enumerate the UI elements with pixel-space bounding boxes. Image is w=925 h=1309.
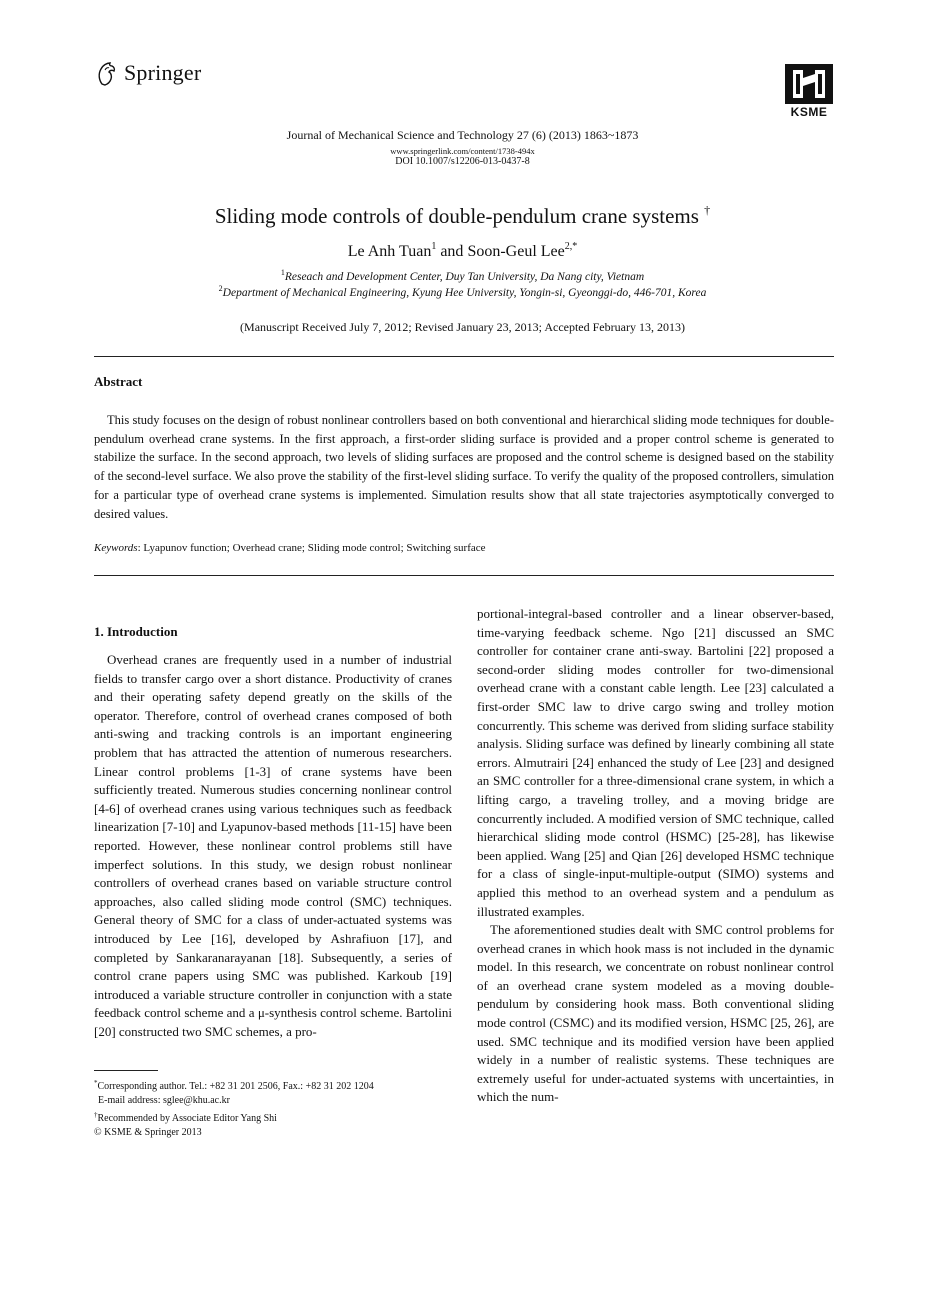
ksme-text: KSME [790, 105, 828, 119]
footnote-editor: †Recommended by Associate Editor Yang Shi [94, 1111, 277, 1124]
footnote-copyright: © KSME & Springer 2013 [94, 1127, 202, 1138]
divider-top [94, 356, 834, 357]
paper-title: Sliding mode controls of double-pendulum crane systems † [214, 203, 711, 228]
author-1: Le Anh Tuan [347, 243, 432, 260]
doi[interactable]: DOI 10.1007/s12206-013-0437-8 [395, 156, 530, 167]
footnotes [94, 1076, 374, 1140]
author-2: Soon-Geul Lee [467, 243, 565, 260]
keywords: Keywords: Lyapunov function; Overhead crane; Sliding mode control; Switching surface [94, 542, 486, 554]
title-dagger: † [704, 203, 711, 217]
abstract-text: This study focuses on the design of robust nonlinear controllers based on both conventional and hierarchical sliding mode techniques for double-pendulum overhead crane systems. In the first approach, a first-order sliding surface is provided and a proper control scheme is generated to stabilize the surface. In the second approach, two levels of sliding surfaces are proposed and the control scheme is designed based on the stability of the second-level surface. We also prove the stability of the first-level sliding surface. To verify the quality of the proposed controllers, simulation for a particular type of overhead crane systems is implemented. Simulation results show that all state trajectories asymptotically converged to desired values. [94, 413, 834, 521]
author-line: Le Anh Tuan$^1$ and Soon-Geul Lee$^{2,*}$ [347, 241, 578, 260]
manuscript-dates: (Manuscript Received July 7, 2012; Revised January 23, 2013; Accepted February 13, 2013) [240, 320, 685, 334]
intro-paragraph-2: The aforementioned studies dealt with SMC control problems for overhead cranes in which hook mass is not included in the dynamic model. In this research, we concentrate on robust nonlinear control of an overhead crane system modeled as a moving double-pendulum by considering hook mass. Both conventional sliding mode control (CSMC) and its modified version, HSMC [25, 26], are used. SMC technique and its modified version have been applied widely in a number of realistic systems. These techniques are extremely useful for under-actuated systems with uncertainties, in which the num- [477, 922, 834, 1105]
footnote-divider [94, 1070, 158, 1071]
section-heading-introduction: 1. Introduction [94, 624, 178, 639]
ksme-emblem-icon [785, 64, 833, 104]
springer-horse-icon [96, 60, 118, 86]
springer-logo [96, 60, 201, 86]
journal-citation: Journal of Mechanical Science and Technology 27 (6) (2013) 1863~1873 [286, 128, 639, 142]
footnote-corresponding: *Corresponding author. Tel.: +82 31 201 2506, Fax.: +82 31 202 1204 [94, 1079, 374, 1092]
column-right [477, 605, 834, 1107]
column-left [94, 651, 452, 1041]
publisher-name: Springer [124, 60, 202, 85]
journal-url[interactable]: www.springerlink.com/content/1738-494x [390, 146, 535, 156]
abstract-heading: Abstract [94, 374, 143, 389]
intro-paragraph-1: Overhead cranes are frequently used in a number of industrial fields to transfer cargo over a short distance. Productivity of cranes and their operating safety depend greatly on the skills of the operator. Therefore, control of overhead cranes composed of both anti-swing and tracking controls is an important engineering problem that has attracted the attention of numerous researchers. Linear control problems [1-3] of crane systems have been sufficiently treated. Numerous studies concerning nonlinear control [4-6] of overhead cranes using various techniques such as feedback linearization [7-10] and Lyapunov-based methods [11-15] have been reported. However, these nonlinear control problems still have imperfect solutions. In this study, we design robust nonlinear controllers of overhead cranes based on variable structure control approaches, also called sliding mode control (SMC) techniques. General theory of SMC for a class of under-actuated systems was introduced by Lee [16], developed by Ashrafiuon [17], and completed by Sankaranarayanan [18]. Subsequently, a series of control crane papers using SMC was published. Karkoub [19] introduced a variable structure controller in conjunction with a state feedback control scheme and a μ-synthesis control scheme. Bartolini [20] constructed two SMC schemes, a pro- [94, 652, 452, 1039]
footnote-email[interactable]: E-mail address: sglee@khu.ac.kr [98, 1095, 230, 1106]
intro-paragraph-1-continued: portional-integral-based controller and a linear observer-based, time-varying feedback scheme. Ngo [21] discussed an SMC controller for container crane anti-sway. Bartolini [22] proposed a second-order sliding modes controller for two-dimensional overhead crane with a constant cable length. Lee [23] calculated a first-order SMC law to drive cargo swing and trolley motion concurrently. This scheme was derived from sliding surface stability analysis. Sliding surface was defined by linearly combining all state errors. Almutrairi [24] enhanced the study of Lee [23] and designed an SMC controller for a three-dimensional crane system, in which a lifting cargo, a traveling trolley, and a moving bridge are concurrently included. A modified version of SMC technique, called hierarchical sliding mode control (HSMC) [25-28], has likewise been applied. Wang [25] and Qian [26] developed HSMC technique for a class of single-input-multiple-output (SIMO) systems and applied this method to an overhead system and a pendulum as illustrated examples. [477, 606, 834, 919]
affiliation-1: $^1$Reseach and Development Center, Duy Tan University, Da Nang city, Vietnam [280, 268, 645, 283]
divider-bottom [94, 575, 834, 576]
affiliation-2: $^2$Department of Mechanical Engineering, Kyung Hee University, Yongin-si, Gyeonggi-do, 446-701, Korea [218, 284, 707, 299]
ksme-logo [784, 64, 834, 119]
